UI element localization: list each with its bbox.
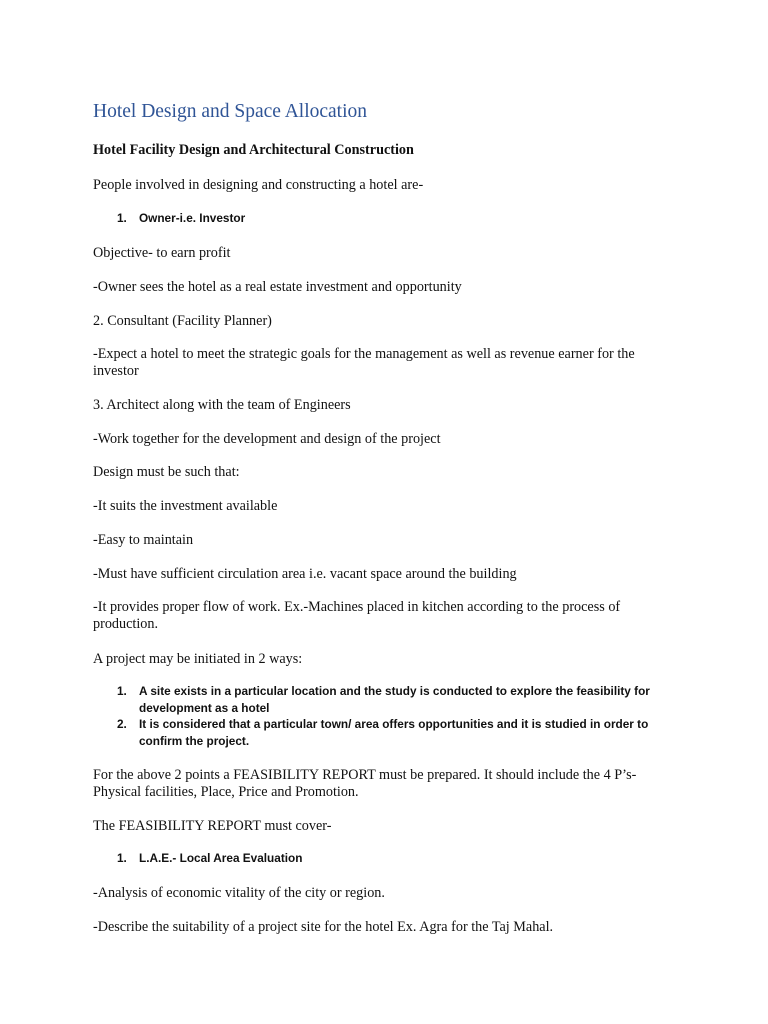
list-text: Owner-i.e. Investor bbox=[139, 211, 246, 225]
list-text: A site exists in a particular location and the study is conducted to explore the feasibility for development as a hotel bbox=[139, 684, 650, 715]
list-number: 1. bbox=[117, 684, 127, 698]
paragraph: -Work together for the development and design of the project bbox=[93, 431, 441, 447]
list-text: It is considered that a particular town/ area offers opportunities and it is studied in order to confirm the project. bbox=[139, 717, 649, 748]
intro-paragraph: People involved in designing and constructing a hotel are- bbox=[93, 177, 424, 193]
list-number: 1. bbox=[117, 211, 127, 225]
paragraph: -Must have sufficient circulation area i.e. vacant space around the building bbox=[93, 566, 517, 582]
paragraph: -Analysis of economic vitality of the city or region. bbox=[93, 885, 385, 901]
list-number: 1. bbox=[117, 851, 127, 865]
paragraph: A project may be initiated in 2 ways: bbox=[93, 651, 303, 667]
section-subtitle: Hotel Facility Design and Architectural Construction bbox=[93, 142, 414, 158]
list-number: 2. bbox=[117, 717, 127, 731]
list-text: L.A.E.- Local Area Evaluation bbox=[139, 851, 303, 865]
paragraph: -Expect a hotel to meet the strategic goals for the management as well as revenue earner for the investor bbox=[93, 346, 635, 379]
paragraph: -Describe the suitability of a project site for the hotel Ex. Agra for the Taj Mahal. bbox=[93, 919, 554, 935]
paragraph: For the above 2 points a FEASIBILITY REPORT must be prepared. It should include the 4 P’s-Physical facilities, Place, Price and Promotion. bbox=[93, 767, 637, 800]
paragraph: -Easy to maintain bbox=[93, 532, 194, 548]
paragraph: Objective- to earn profit bbox=[93, 245, 231, 261]
paragraph: -Owner sees the hotel as a real estate investment and opportunity bbox=[93, 279, 462, 295]
paragraph: -It suits the investment available bbox=[93, 498, 278, 514]
list-item bbox=[117, 716, 677, 750]
paragraph: 3. Architect along with the team of Engineers bbox=[93, 397, 351, 413]
list-item bbox=[117, 850, 677, 867]
list-item bbox=[117, 210, 677, 227]
document-title: Hotel Design and Space Allocation bbox=[93, 101, 368, 122]
paragraph: 2. Consultant (Facility Planner) bbox=[93, 313, 272, 329]
paragraph: The FEASIBILITY REPORT must cover- bbox=[93, 818, 332, 834]
list-item bbox=[117, 683, 677, 717]
paragraph: -It provides proper flow of work. Ex.-Machines placed in kitchen according to the process of production. bbox=[93, 599, 621, 632]
paragraph: Design must be such that: bbox=[93, 464, 240, 480]
